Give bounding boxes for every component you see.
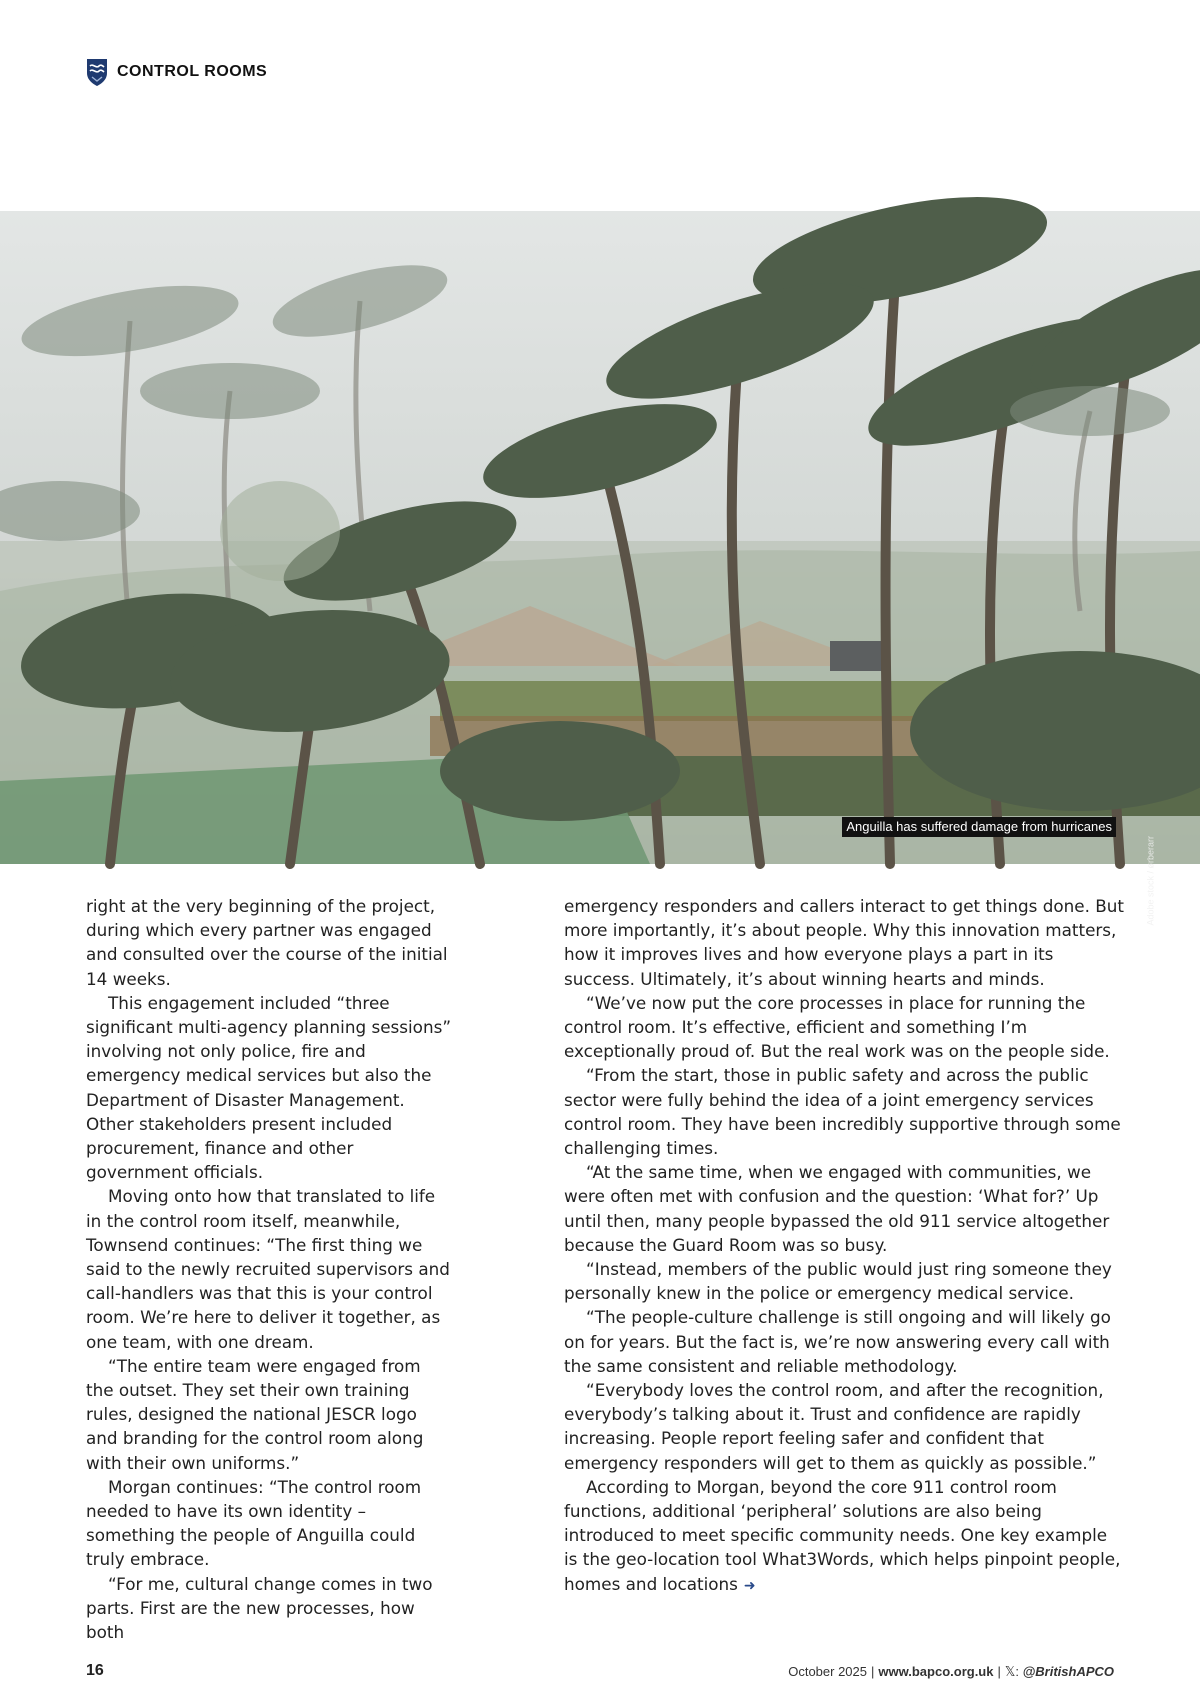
paragraph: Morgan continues: “The control room needed to have its own identity – something the people of Anguilla could truly embrace. (86, 1476, 422, 1570)
shield-logo-icon (85, 57, 109, 87)
running-header (85, 57, 267, 87)
paragraph: “The entire team were engaged from the outset. They set their own training rules, designed the national JESCR logo and branding for the control room along with their own uniforms.” (86, 1355, 424, 1473)
paragraph: “Everybody loves the control room, and after the recognition, everybody’s talking about it. Trust and confidence are rapidly increasing. People report feeling safer and confident that emergency responders will get to them as quickly as possible.” (564, 1380, 1104, 1473)
page-footer (86, 1662, 1114, 1682)
paragraph-last (564, 1475, 1124, 1598)
article-column-left (86, 894, 452, 1644)
paragraph: Moving onto how that translated to life in the control room itself, meanwhile, Townsend continues: “The first thing we said to the newly recruited supervisors and call-handlers was that this is your control room. We’re here to deliver it together, as one team, with one dream. (86, 1186, 450, 1352)
continue-arrow-icon: ➜ (743, 1577, 756, 1594)
paragraph: emergency responders and callers interact to get things done. But more importantly, it’s about people. Why this innovation matters, how it improves lives and how everyone plays a part in its success. Ultimately, it’s about winning hearts and minds. (564, 896, 1124, 989)
footer-info (788, 1664, 1114, 1680)
section-title: CONTROL ROOMS (117, 63, 268, 80)
website-link[interactable]: www.bapco.org.uk (878, 1664, 994, 1679)
x-social-icon: 𝕏: (1004, 1664, 1019, 1679)
paragraph: “For me, cultural change comes in two parts. First are the new processes, how both (86, 1573, 433, 1643)
paragraph: “At the same time, when we engaged with communities, we were often met with confusion and the question: ‘What for?’ Up until then, many people bypassed the old 911 service altogether because the Guard Room was so busy. (564, 1162, 1110, 1255)
paragraph: “Instead, members of the public would just ring someone they personally knew in the police or emergency medical service. (564, 1259, 1112, 1304)
paragraph: “From the start, those in public safety and across the public sector were fully behind the idea of a joint emergency services control room. They have been incredibly supportive through some challenging times. (564, 1065, 1121, 1159)
paragraph-text: According to Morgan, beyond the core 911 control room functions, additional ‘peripheral’ solutions are also being introduced to meet specific community needs. One key example is the geo-location tool What3Words, which helps pinpoint people, homes and locations (564, 1476, 1121, 1594)
social-handle[interactable]: @BritishAPCO (1022, 1664, 1114, 1679)
palm-trees-storm-image (0, 211, 1200, 864)
issue-date: October 2025 (788, 1664, 867, 1679)
paragraph: right at the very beginning of the project, during which every partner was engaged and consulted over the course of the initial 14 weeks. (86, 896, 448, 989)
divider: | (871, 1664, 875, 1679)
paragraph: This engagement included “three significant multi-agency planning sessions” involving not only police, fire and emergency medical services but also the Department of Disaster Management. Other stakeholders present included procurement, finance and other government officials. (86, 992, 452, 1183)
paragraph: “The people-culture challenge is still ongoing and will likely go on for years. But the fact is, we’re now answering every call with the same consistent and reliable methodology. (564, 1307, 1111, 1376)
paragraph: “We’ve now put the core processes in place for running the control room. It’s effective, efficient and something I’m exceptionally proud of. But the real work was on the people side. (564, 992, 1110, 1062)
photo-caption: Anguilla has suffered damage from hurricanes (842, 817, 1116, 837)
hurricane-photo (0, 211, 1200, 926)
divider: | (997, 1664, 1001, 1679)
article-column-right (564, 894, 1124, 1598)
photo-credit: Adobe stock / ørberarr (1146, 836, 1156, 926)
page-number: 16 (86, 1662, 104, 1679)
